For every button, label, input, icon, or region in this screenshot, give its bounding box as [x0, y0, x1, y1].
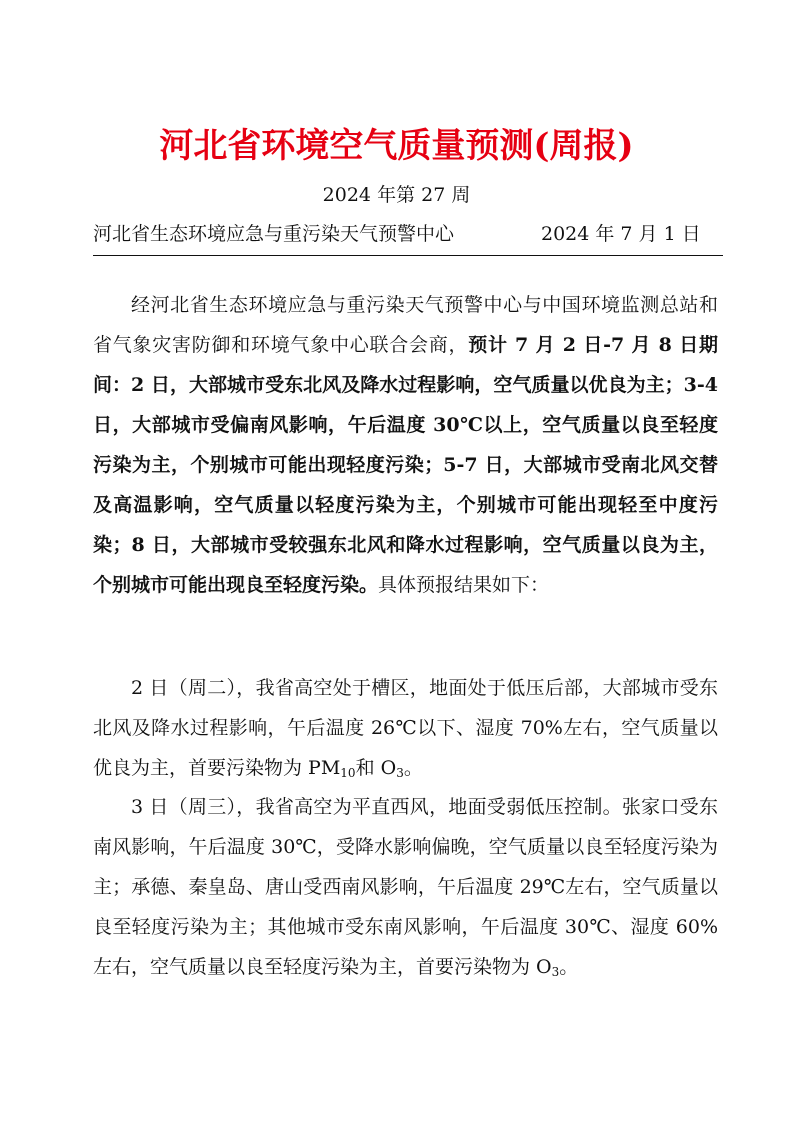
day-3-end: 。 — [559, 956, 579, 978]
issuer-name: 河北省生态环境应急与重污染天气预警中心 — [93, 223, 455, 245]
issue-number: 2024 年第 27 周 — [322, 184, 471, 206]
document-title: 河北省环境空气质量预测(周报) — [159, 126, 634, 166]
header-divider — [93, 255, 723, 256]
pm10-subscript: 10 — [340, 766, 356, 780]
issue-date: 2024 年 7 月 1 日 — [541, 223, 701, 245]
day-2-forecast — [93, 668, 718, 788]
day-3-text: 3 日（周三），我省高空为平直西风，地面受弱低压控制。张家口受东南风影响，午后温度 30℃，受降水影响偏晚，空气质量以良至轻度污染为主；承德、秦皇岛、唐山受西南风影响，午后温度 29℃左右，空气质量以良至轻度污染为主；其他城市受东南风影响，午后温度 30℃、湿度 60%左右，空气质量以良至轻度污染为主，首要污染物为 O — [93, 796, 718, 978]
summary-tail: 具体预报结果如下： — [378, 574, 550, 596]
o3-subscript: 3 — [396, 766, 404, 780]
day-2-text: 2 日（周二），我省高空处于槽区，地面处于低压后部，大部城市受东北风及降水过程影响，午后温度 26℃以下、湿度 70%左右，空气质量以优良为主，首要污染物为 PM — [93, 677, 718, 779]
day-2-mid: 和 O — [355, 757, 397, 779]
summary-paragraph — [93, 285, 718, 605]
day-2-end: 。 — [403, 757, 423, 779]
o3-subscript: 3 — [551, 965, 560, 979]
summary-forecast-bold: 预计 7 月 2 日-7 月 8 日期间：2 日，大部城市受东北风及降水过程影响，空气质量以优良为主；3-4 日，大部城市受偏南风影响，午后温度 30℃以上，空气质量以良至轻度污染为主，个别城市可能出现轻度污染；5-7 日，大部城市受南北风交替及高温影响，空气质量以轻度污染为主，个别城市可能出现轻至中度污染；8 日，大部城市受较强东北风和降水过程影响，空气质量以良为主，个别城市可能出现良至轻度污染。 — [93, 334, 718, 596]
issuer-line — [93, 219, 703, 246]
summary-intro: 经河北省生态环境应急与重污染天气预警中心与中国环境监测总站和省气象灾害防御和环境气象中心联合会商， — [93, 294, 718, 356]
day-3-forecast — [93, 787, 718, 987]
